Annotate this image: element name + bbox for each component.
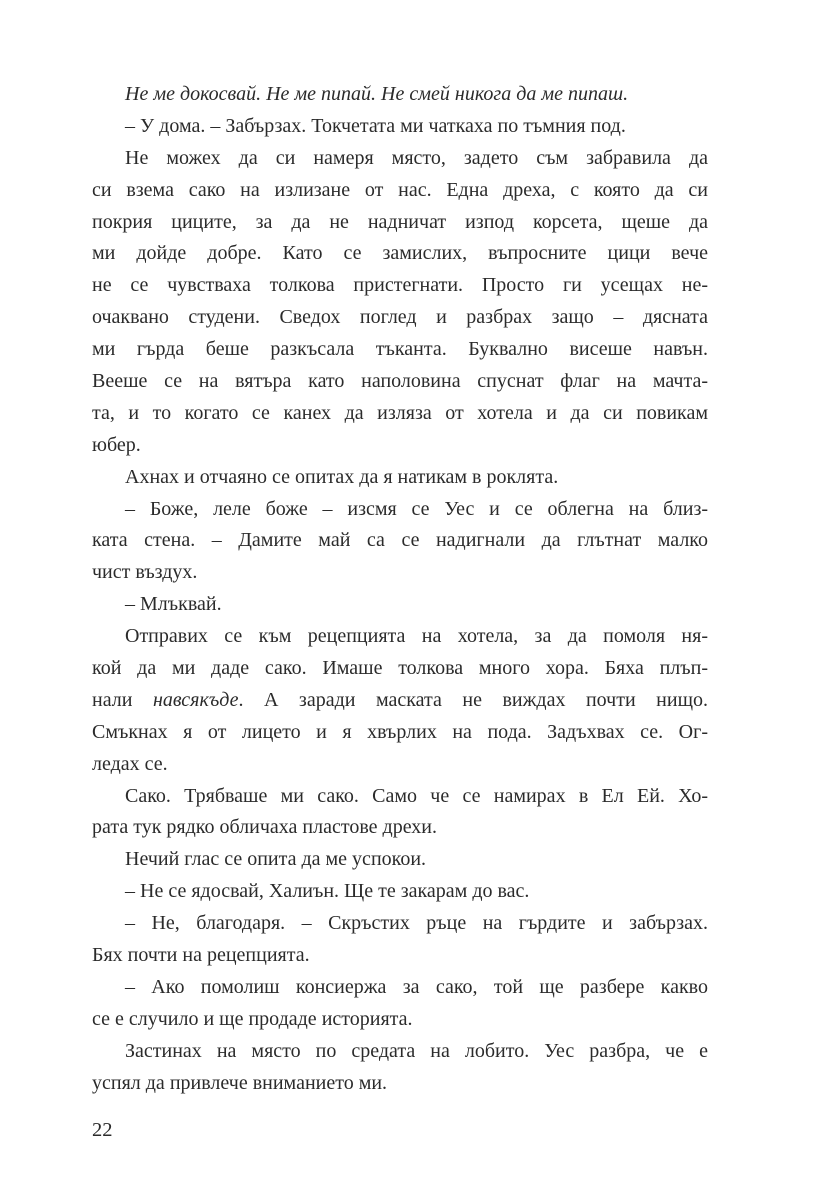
text-line: – У дома. – Забързах. Токчетата ми чаткаха по тъмния под. [125, 114, 626, 137]
text-line: ката стена. – Дамите май са се надигнали да глътнат малко [92, 529, 708, 552]
text-segment: . А заради маската не виждах почти нищо. [238, 688, 708, 711]
text-line: чист въздух. [92, 561, 198, 584]
text-line: ледах се. [92, 752, 168, 775]
text-line: Не ме докосвай. Не ме пипай. Не смей никога да ме пипаш. [125, 83, 629, 105]
text-line: Смъкнах я от лицето и я хвърлих на пода. Задъхвах се. Ог- [92, 720, 708, 743]
text-segment: нали [92, 688, 153, 711]
text-line: Бях почти на рецепцията. [92, 944, 310, 967]
text-line: юбер. [92, 433, 141, 456]
italic-emphasis: навсякъде [152, 688, 239, 711]
text-line: – Боже, леле боже – изсмя се Уес и се облегна на близ- [125, 497, 708, 520]
text-line: Отправих се към рецепцията на хотела, за да помоля ня- [125, 625, 708, 648]
text-line: Застинах на място по средата на лобито. Уес разбра, че е [125, 1039, 708, 1062]
text-line: не се чувстваха толкова пристегнати. Просто ги усещах не- [92, 274, 708, 297]
text-line: очаквано студени. Сведох поглед и разбрах защо – дясната [92, 306, 708, 329]
text-line: покрия циците, за да не надничат изпод корсета, щеше да [92, 210, 708, 233]
text-line: Сако. Трябваше ми сако. Само че се намирах в Ел Ей. Хо- [125, 784, 708, 807]
text-line: – Ако помолиш консиержа за сако, той ще разбере какво [125, 975, 708, 998]
text-line: – Не, благодаря. – Скръстих ръце на гърдите и забързах. [125, 912, 708, 935]
text-line: кой да ми даде сако. Имаше толкова много хора. Бяха плъп- [92, 657, 708, 680]
text-line: успял да привлече вниманието ми. [92, 1071, 388, 1094]
text-line: Вееше се на вятъра като наполовина спуснат флаг на мачта- [92, 370, 708, 393]
text-line: та, и то когато се канех да изляза от хотела и да си повикам [92, 401, 708, 424]
text-line: ми гърда беше разкъсала тъканта. Буквално висеше навън. [92, 338, 708, 361]
text-line [92, 685, 708, 717]
text-line: Не можех да си намеря място, задето съм забравила да [125, 146, 708, 169]
text-line: се е случило и ще продаде историята. [92, 1007, 413, 1030]
text-line: – Млъквай. [125, 593, 222, 616]
page-number: 22 [92, 1119, 113, 1141]
text-line: Нечий глас се опита да ме успокои. [125, 848, 427, 871]
text-line: Ахнах и отчаяно се опитах да я натикам в роклята. [125, 465, 559, 488]
text-line: ми дойде добре. Като се замислих, въпросните цици вече [92, 242, 708, 265]
text-line: – Не се ядосвай, Халиън. Ще те закарам до вас. [125, 880, 530, 903]
text-line: си взема сако на излизане от нас. Една дреха, с която да си [92, 178, 708, 201]
text-line: рата тук рядко обличаха пластове дрехи. [92, 816, 438, 839]
book-page-body [92, 79, 708, 1100]
